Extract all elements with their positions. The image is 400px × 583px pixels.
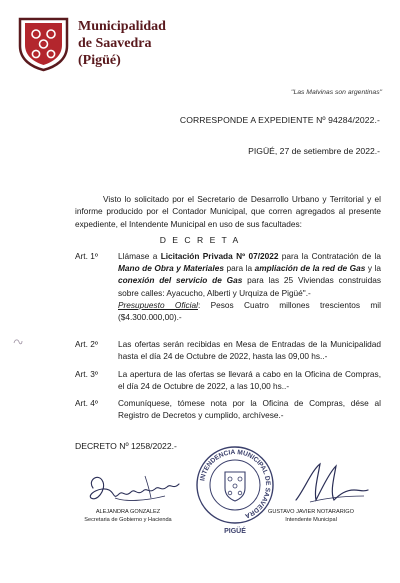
seal-ring-text: INTENDENCIA MUNICIPAL DE SAAVEDRA	[199, 448, 272, 520]
article-4	[75, 397, 381, 421]
article-1-body	[118, 250, 381, 323]
article-2	[75, 338, 381, 362]
right-signatory-name: GUSTAVO JAVIER NOTARARIGO	[268, 509, 354, 515]
article-4-label: Art. 4º	[75, 398, 98, 408]
left-signatory-title: Secretaria de Gobierno y Hacienda	[84, 517, 172, 523]
seal-bottom-text: PIGÜÉ	[224, 528, 246, 535]
brand-line-2: de Saavedra	[78, 36, 152, 51]
brand-line-1: Municipalidad	[78, 19, 166, 34]
intro-text: Visto lo solicitado por el Secretario de Desarrollo Urbano y Territorial y el informe producido por el Contador Municipal, que corren agregados al presente expediente, el Intendente Municipal en uso de sus facultades:	[75, 194, 381, 229]
article-1-budget: Presupuesto Oficial: Pesos Cuatro millones trescientos mil ($4.300.000,00).-	[118, 299, 381, 323]
margin-pen-mark	[13, 338, 23, 346]
expediente-reference: CORRESPONDE A EXPEDIENTE Nº 94284/2022.-	[179, 115, 380, 125]
motto: "Las Malvinas son argentinas"	[291, 89, 382, 96]
municipality-name	[78, 18, 166, 69]
article-3-text: La apertura de las ofertas se llevará a cabo en la Oficina de Compras, el día 24 de Octubre de 2022, a las 10,00 hs..-	[118, 369, 381, 392]
intro-paragraph	[75, 193, 381, 230]
right-signatory	[256, 508, 366, 524]
article-1-label: Art. 1º	[75, 251, 98, 261]
brand-line-3: (Pigüé)	[78, 53, 121, 68]
article-1	[75, 250, 381, 323]
article-3	[75, 368, 381, 392]
left-signatory	[72, 508, 184, 524]
left-signature-image	[85, 468, 185, 508]
decreta-heading: D E C R E T A	[159, 235, 241, 245]
right-signature-image	[290, 460, 370, 506]
document-date: PIGÜÉ, 27 de setiembre de 2022.-	[248, 146, 380, 156]
article-4-text: Comuníquese, tómese nota por la Oficina de Compras, dése al Registro de Decretos y cumplido, archívese.-	[118, 398, 381, 421]
article-1-text: Llámase a Licitación Privada Nº 07/2022 para la Contratación de la Mano de Obra y Materiales para la ampliación de la red de Gas y la conexión del servicio de Gas para las 25 Viviendas construidas sobre calles: Ayacucho, Alberti y Urquiza de Pigüé".-	[118, 251, 382, 298]
right-signatory-title: Intendente Municipal	[285, 517, 337, 523]
left-signatory-name: ALEJANDRA GONZALEZ	[95, 509, 161, 515]
article-3-label: Art. 3º	[75, 369, 98, 379]
article-2-label: Art. 2º	[75, 339, 98, 349]
decree-number: DECRETO Nº 1258/2022.-	[75, 441, 177, 451]
article-2-text: Las ofertas serán recibidas en Mesa de Entradas de la Municipalidad hasta el día 24 de Octubre de 2022, hasta las 09,00 hs..-	[118, 339, 381, 362]
municipality-shield-logo	[17, 16, 70, 72]
